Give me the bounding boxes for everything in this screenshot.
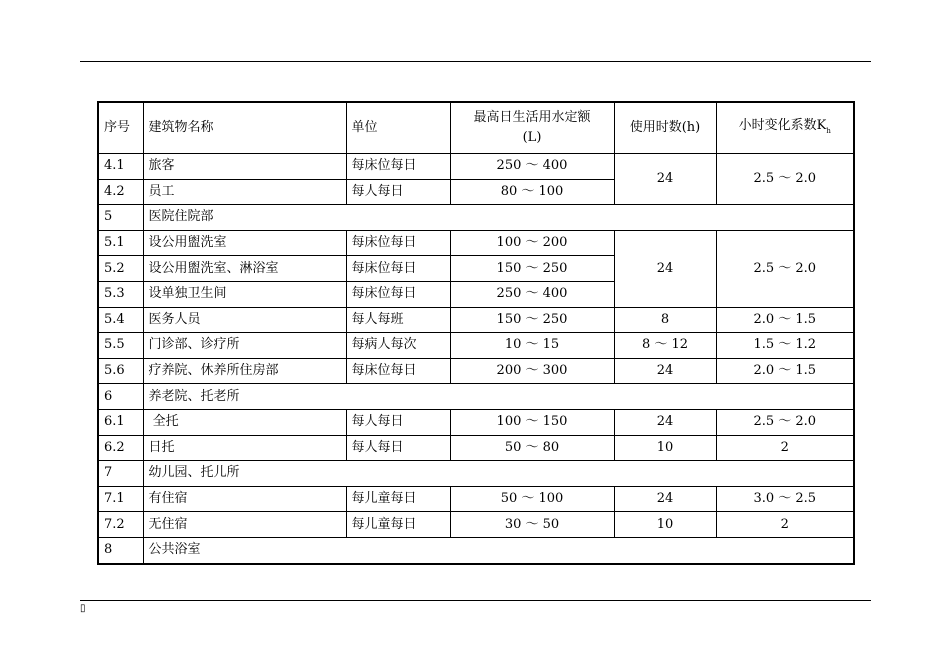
cell-quota: 100 ～ 150 [450,409,614,435]
cell-hours: 8 [614,307,716,333]
cell-coef: 2 [716,435,854,461]
section-title: 医院住院部 [143,205,854,231]
section-title: 公共浴室 [143,537,854,563]
cell-unit: 每人每班 [346,307,450,333]
cell-seq: 5.4 [98,307,143,333]
cell-quota: 50 ～ 100 [450,486,614,512]
cell-seq: 7.1 [98,486,143,512]
cell-seq: 5 [98,205,143,231]
cell-seq: 4.2 [98,179,143,205]
cell-coef: 2 [716,512,854,538]
cell-seq: 6.1 [98,409,143,435]
cell-quota: 150 ～ 250 [450,256,614,282]
section-row [98,537,854,563]
table-row [98,409,854,435]
header-hours: 使用时数(h) [614,102,716,154]
cell-seq: 5.5 [98,333,143,359]
cell-quota: 200 ～ 300 [450,358,614,384]
cell-quota: 250 ～ 400 [450,281,614,307]
cell-seq: 5.1 [98,230,143,256]
cell-unit: 每床位每日 [346,230,450,256]
header-coef-symbol: K [816,117,827,133]
cell-hours-merged: 24 [614,230,716,307]
cell-unit: 每人每日 [346,179,450,205]
cell-coef: 3.0 ～ 2.5 [716,486,854,512]
cell-quota: 150 ～ 250 [450,307,614,333]
footer-rule [80,600,871,601]
cell-seq: 4.1 [98,154,143,180]
cell-unit: 每人每日 [346,409,450,435]
cell-coef: 2.0 ～ 1.5 [716,307,854,333]
cell-coef: 2.5 ～ 2.0 [716,409,854,435]
cell-unit: 每床位每日 [346,154,450,180]
water-quota-table [97,101,855,565]
header-unit: 单位 [346,102,450,154]
cell-name: 员工 [143,179,346,205]
table-row [98,486,854,512]
header-name: 建筑物名称 [143,102,346,154]
section-title: 养老院、托老所 [143,384,854,410]
header-coef [716,102,854,154]
cell-quota: 50 ～ 80 [450,435,614,461]
header-quota-line2: (L) [522,130,542,145]
cell-seq: 5.3 [98,281,143,307]
cell-hours: 8 ～ 12 [614,333,716,359]
cell-name: 无住宿 [143,512,346,538]
cell-seq: 7.2 [98,512,143,538]
cell-unit: 每人每日 [346,435,450,461]
table-row [98,512,854,538]
cell-unit: 每床位每日 [346,256,450,282]
cell-name: 有住宿 [143,486,346,512]
table-row [98,154,854,180]
section-row [98,205,854,231]
table-row [98,230,854,256]
cell-coef: 1.5 ～ 1.2 [716,333,854,359]
cell-hours-merged: 24 [614,154,716,205]
cell-name: 全托 [143,409,346,435]
cell-quota: 10 ～ 15 [450,333,614,359]
cell-seq: 5.2 [98,256,143,282]
cell-coef-merged: 2.5 ～ 2.0 [716,154,854,205]
cell-hours: 10 [614,435,716,461]
cell-name: 疗养院、休养所住房部 [143,358,346,384]
cell-name: 旅客 [143,154,346,180]
header-rule [80,61,871,62]
cell-quota: 100 ～ 200 [450,230,614,256]
header-quota [450,102,614,154]
cell-seq: 5.6 [98,358,143,384]
table-row [98,358,854,384]
cell-seq: 7 [98,461,143,487]
cell-seq: 6 [98,384,143,410]
cell-unit: 每儿童每日 [346,512,450,538]
table-row [98,333,854,359]
cell-unit: 每病人每次 [346,333,450,359]
cell-quota: 30 ～ 50 [450,512,614,538]
cell-quota: 250 ～ 400 [450,154,614,180]
table-header-row [98,102,854,154]
header-seq: 序号 [98,102,143,154]
cell-hours: 24 [614,358,716,384]
table-row [98,307,854,333]
header-coef-subscript: h [826,126,831,135]
cell-coef: 2.0 ～ 1.5 [716,358,854,384]
cell-name: 设单独卫生间 [143,281,346,307]
footer-mark: ▯ [80,603,86,614]
cell-unit: 每床位每日 [346,281,450,307]
section-row [98,461,854,487]
cell-unit: 每儿童每日 [346,486,450,512]
header-coef-label: 小时变化系数 [738,117,817,133]
cell-hours: 10 [614,512,716,538]
header-quota-line1: 最高日生活用水定额 [473,110,591,125]
cell-name: 医务人员 [143,307,346,333]
cell-name: 设公用盥洗室、淋浴室 [143,256,346,282]
cell-hours: 24 [614,486,716,512]
cell-coef-merged: 2.5 ～ 2.0 [716,230,854,307]
cell-quota: 80 ～ 100 [450,179,614,205]
table-row [98,435,854,461]
section-title: 幼儿园、托儿所 [143,461,854,487]
cell-hours: 24 [614,409,716,435]
cell-unit: 每床位每日 [346,358,450,384]
cell-name: 设公用盥洗室 [143,230,346,256]
cell-seq: 8 [98,537,143,563]
section-row [98,384,854,410]
cell-name: 日托 [143,435,346,461]
cell-name: 门诊部、诊疗所 [143,333,346,359]
cell-seq: 6.2 [98,435,143,461]
